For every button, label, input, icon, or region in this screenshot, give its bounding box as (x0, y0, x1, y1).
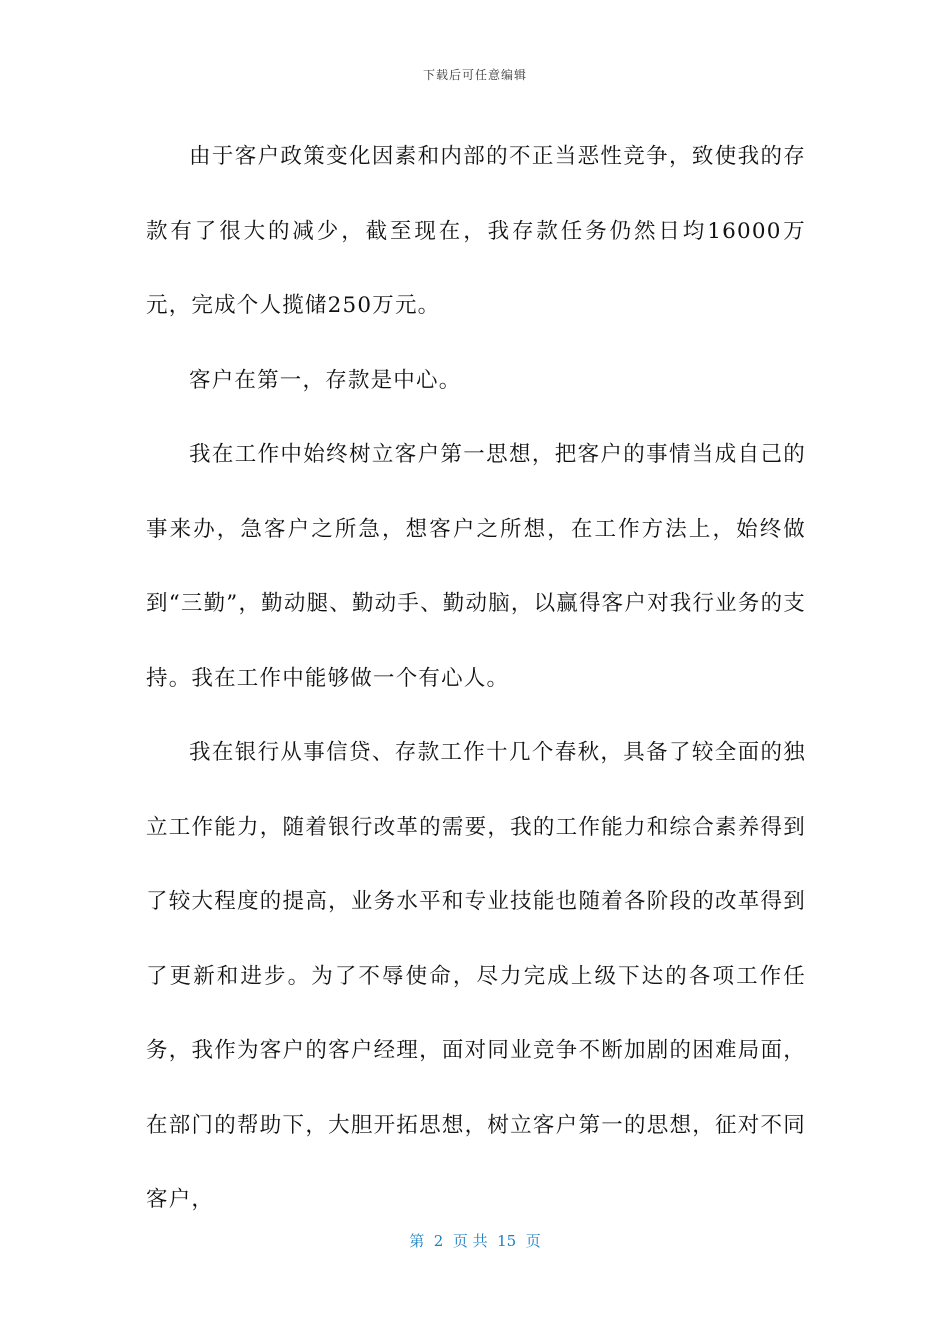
paragraph: 我在银行从事信贷、存款工作十几个春秋，具备了较全面的独立工作能力，随着银行改革的需要，我的工作能力和综合素养得到了较大程度的提高，业务水平和专业技能也随着各阶段的改革得到了更新和进步。为了不辱使命，尽力完成上级下达的各项工作任务，我作为客户的客户经理，面对同业竞争不断加剧的困难局面，在部门的帮助下，大胆开拓思想，树立客户第一的思想，征对不同客户， (146, 740, 806, 1212)
paragraph: 客户在第一，存款是中心。 (189, 367, 462, 393)
paragraph: 由于客户政策变化因素和内部的不正当恶性竞争，致使我的存款有了很大的减少，截至现在，我存款任务仍然日均16000万元，完成个人揽储250万元。 (146, 144, 806, 318)
header-note: 下载后可任意编辑 (422, 68, 527, 82)
paragraph: 我在工作中始终树立客户第一思想，把客户的事情当成自己的事来办，急客户之所急，想客户之所想，在工作方法上，始终做到“三勤”，勤动腿、勤动手、勤动脑，以赢得客户对我行业务的支持。我在工作中能够做一个有心人。 (146, 442, 806, 691)
page-number-footer: 第 2 页 共 15 页 (409, 1232, 541, 1250)
document-body (146, 120, 806, 1238)
